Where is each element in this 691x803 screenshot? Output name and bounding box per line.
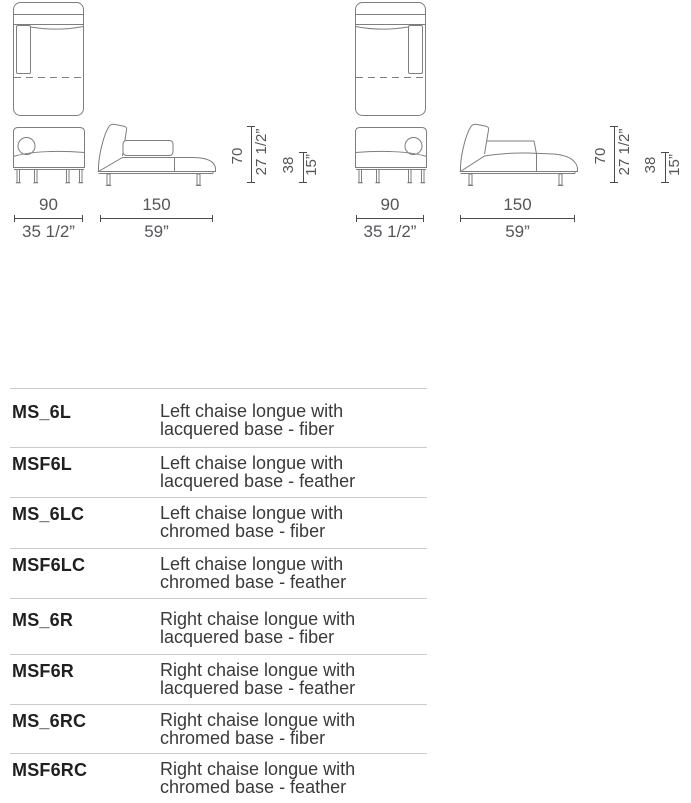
table-row	[10, 497, 427, 548]
table-row	[10, 704, 427, 753]
left-chaise-side-view-drawing	[96, 122, 218, 188]
left-seat-height-in-label: 15”	[303, 154, 320, 176]
product-description	[160, 610, 355, 654]
table-row	[10, 548, 427, 598]
table-row	[10, 388, 427, 447]
right-height-cm-label: 70	[592, 147, 609, 165]
left-chaise-top-view-drawing	[13, 2, 84, 116]
left-width-dim-tick-b	[82, 215, 83, 222]
description-line-1: Left chaise longue with	[160, 503, 344, 523]
left-width-dim-tick-a	[14, 215, 15, 222]
left-width-cm-label: 90	[39, 195, 58, 214]
right-length-cm-label: 150	[503, 195, 532, 214]
description-line-2: chromed base - fiber	[160, 728, 326, 748]
description-line-1: Right chaise longue with	[160, 710, 356, 730]
left-height-cm-label: 70	[229, 147, 246, 165]
description-line-2: lacquered base - fiber	[160, 419, 335, 439]
right-seat-height-in-label: 15”	[666, 154, 683, 176]
left-length-cm-label: 150	[142, 195, 171, 214]
product-code: MS_6RC	[12, 711, 87, 731]
table-row	[10, 598, 427, 654]
product-description	[160, 454, 355, 497]
description-line-1: Right chaise longue with	[160, 609, 356, 629]
left-length-dim-tick-b	[212, 215, 213, 222]
right-chaise-top-view-drawing	[355, 2, 426, 116]
right-width-dim-line	[356, 218, 424, 219]
right-chaise-side-view-drawing	[458, 122, 580, 188]
description-line-2: chromed base - fiber	[160, 521, 326, 541]
right-height-dim-line	[614, 126, 615, 183]
left-height-dim-line	[251, 126, 252, 183]
description-line-1: Right chaise longue with	[160, 759, 356, 779]
left-length-dim-line	[100, 218, 213, 219]
left-chaise-front-view-drawing	[13, 127, 85, 187]
right-chaise-front-view-drawing	[355, 127, 427, 187]
right-length-dim-line	[460, 218, 575, 219]
product-code: MS_6L	[12, 402, 72, 422]
table-row	[10, 447, 427, 497]
table-row	[10, 654, 427, 704]
product-code: MSF6RC	[12, 760, 88, 780]
product-description	[160, 661, 355, 704]
right-width-dim-tick-a	[356, 215, 357, 222]
product-code: MSF6L	[12, 454, 73, 474]
product-code: MS_6LC	[12, 504, 85, 524]
right-seat-height-cm-label: 38	[642, 156, 659, 174]
description-line-2: chromed base - feather	[160, 777, 347, 797]
product-code: MSF6LC	[12, 555, 86, 575]
description-line-1: Left chaise longue with	[160, 554, 344, 574]
description-line-1: Left chaise longue with	[160, 401, 344, 421]
right-length-dim-tick-a	[460, 215, 461, 222]
right-height-in-label: 27 1/2”	[616, 128, 633, 176]
left-seat-height-cm-label: 38	[280, 156, 297, 174]
product-description	[160, 504, 343, 548]
left-width-in-label: 35 1/2”	[22, 222, 75, 241]
description-line-1: Left chaise longue with	[160, 453, 344, 473]
product-description	[160, 402, 343, 447]
description-line-2: lacquered base - fiber	[160, 627, 335, 647]
table-row	[10, 753, 427, 803]
product-description	[160, 555, 346, 598]
product-description	[160, 711, 355, 753]
description-line-2: chromed base - feather	[160, 572, 347, 592]
right-width-dim-tick-b	[423, 215, 424, 222]
left-length-dim-tick-a	[100, 215, 101, 222]
left-length-in-label: 59”	[144, 222, 169, 241]
right-width-cm-label: 90	[380, 195, 400, 214]
right-length-in-label: 59”	[505, 222, 530, 241]
right-length-dim-tick-b	[574, 215, 575, 222]
left-width-dim-line	[14, 218, 83, 219]
product-description	[160, 760, 355, 803]
left-height-in-label: 27 1/2”	[253, 128, 270, 176]
description-line-2: lacquered base - feather	[160, 678, 356, 698]
description-line-1: Right chaise longue with	[160, 660, 356, 680]
product-code: MS_6R	[12, 610, 74, 630]
product-table	[10, 388, 427, 803]
description-line-2: lacquered base - feather	[160, 471, 356, 491]
product-code: MSF6R	[12, 661, 75, 681]
right-width-in-label: 35 1/2”	[363, 222, 417, 241]
